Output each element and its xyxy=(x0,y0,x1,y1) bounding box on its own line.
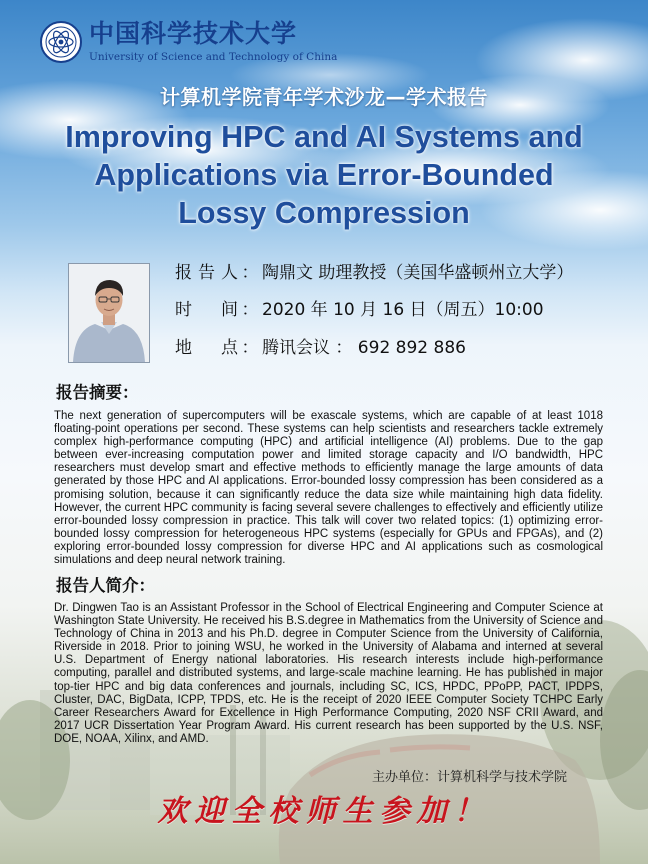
bio-text: Dr. Dingwen Tao is an Assistant Professor in the School of Electrical Engineering and Computer Science at Washington State University. He received his B.S.degree in Mathematics from the University of Science and Technology of China in 2013 and his Ph.D. degree in Computer Science from the University of California, Riverside in 2018. Prior to joining WSU, he worked in the University of Alabama and interned at several U.S. Department of Energy national laboratories. His research interests include high-performance computing, parallel and distributed systems, and large-scale machine learning. He has published in major top-tier HPC and big data conferences and journals, including SC, ICS, HPDC, PPoPP, PACT, IPDPS, Cluster, DAC, BigData, ICPP, TPDS, etc. He is the receipt of 2020 IEEE Computer Society TCHPC Early Career Researchers Award for Excellence in High Performance Computing, 2020 NSF CRII Award, and 2017 UCR Dissertation Year Program Award. His current research has been supported by the U.S. NSF, DOE, NOAA, Xilinx, and AMD. xyxy=(54,602,603,745)
time-separator: ： xyxy=(241,300,259,320)
welcome-banner: 欢迎全校师生参加！ xyxy=(157,794,491,829)
abstract-heading: 报告摘要： xyxy=(56,383,139,402)
university-name-cn: 中国科学技术大学 xyxy=(89,19,298,48)
abstract-text: The next generation of supercomputers will be exascale systems, which are capable of at least 1018 floating-point operations per second. These systems can help scientists and researchers tackle extremely complex high-performance computing (HPC) and artificial intelligence (AI) problems. Due to the gap between ever-increasing computation power and limited storage capacity and I/O bandwidth, HPC researchers must develop smart and effective methods to efficiently manage the large amounts of data generated by those HPC and AI applications. Error-bounded lossy compression has been considered as a promising solution, because it can significantly reduce the data size while maintaining high data fidelity. However, the current HPC community is facing several severe challenges to effectively and efficiently utilize error-bounded lossy compression in practice. This talk will cover two related topics: (1) optimizing error-bounded lossy compression for heterogeneous HPC systems (especially for GPUs and FPGAs), and (2) exploring error-bounded lossy compression for diverse HPC and AI applications such as cosmological simulations and deep neural network training. xyxy=(54,410,603,567)
bio-heading: 报告人简介： xyxy=(56,576,155,595)
speaker-value: 陶鼎文 助理教授（美国华盛顿州立大学） xyxy=(262,263,574,283)
speaker-portrait xyxy=(69,264,149,362)
organizer: 主办单位：计算机科学与技术学院 xyxy=(372,770,568,785)
speaker-photo xyxy=(68,263,150,363)
talk-title-line2: Applications via Error-Bounded xyxy=(94,158,554,192)
series-title: 计算机学院青年学术沙龙—学术报告 xyxy=(160,85,488,109)
time-row xyxy=(175,298,544,322)
time-value: 2020 年 10 月 16 日（周五）10:00 xyxy=(262,300,544,320)
time-label: 时间 xyxy=(175,300,238,320)
venue-value: 腾讯会议 ： 692 892 886 xyxy=(262,338,466,358)
speaker-label: 报告人 xyxy=(175,263,238,283)
speaker-separator: ： xyxy=(241,263,259,283)
venue-label: 地点 xyxy=(175,338,238,358)
talk-title xyxy=(14,118,634,232)
venue-row xyxy=(175,336,466,360)
university-emblem-icon xyxy=(40,21,82,63)
talk-title-line1: Improving HPC and AI Systems and xyxy=(65,120,583,154)
university-name-en: University of Science and Technology of China xyxy=(89,51,338,63)
speaker-row xyxy=(175,261,573,285)
talk-title-line3: Lossy Compression xyxy=(178,196,470,230)
venue-separator: ： xyxy=(241,338,259,358)
